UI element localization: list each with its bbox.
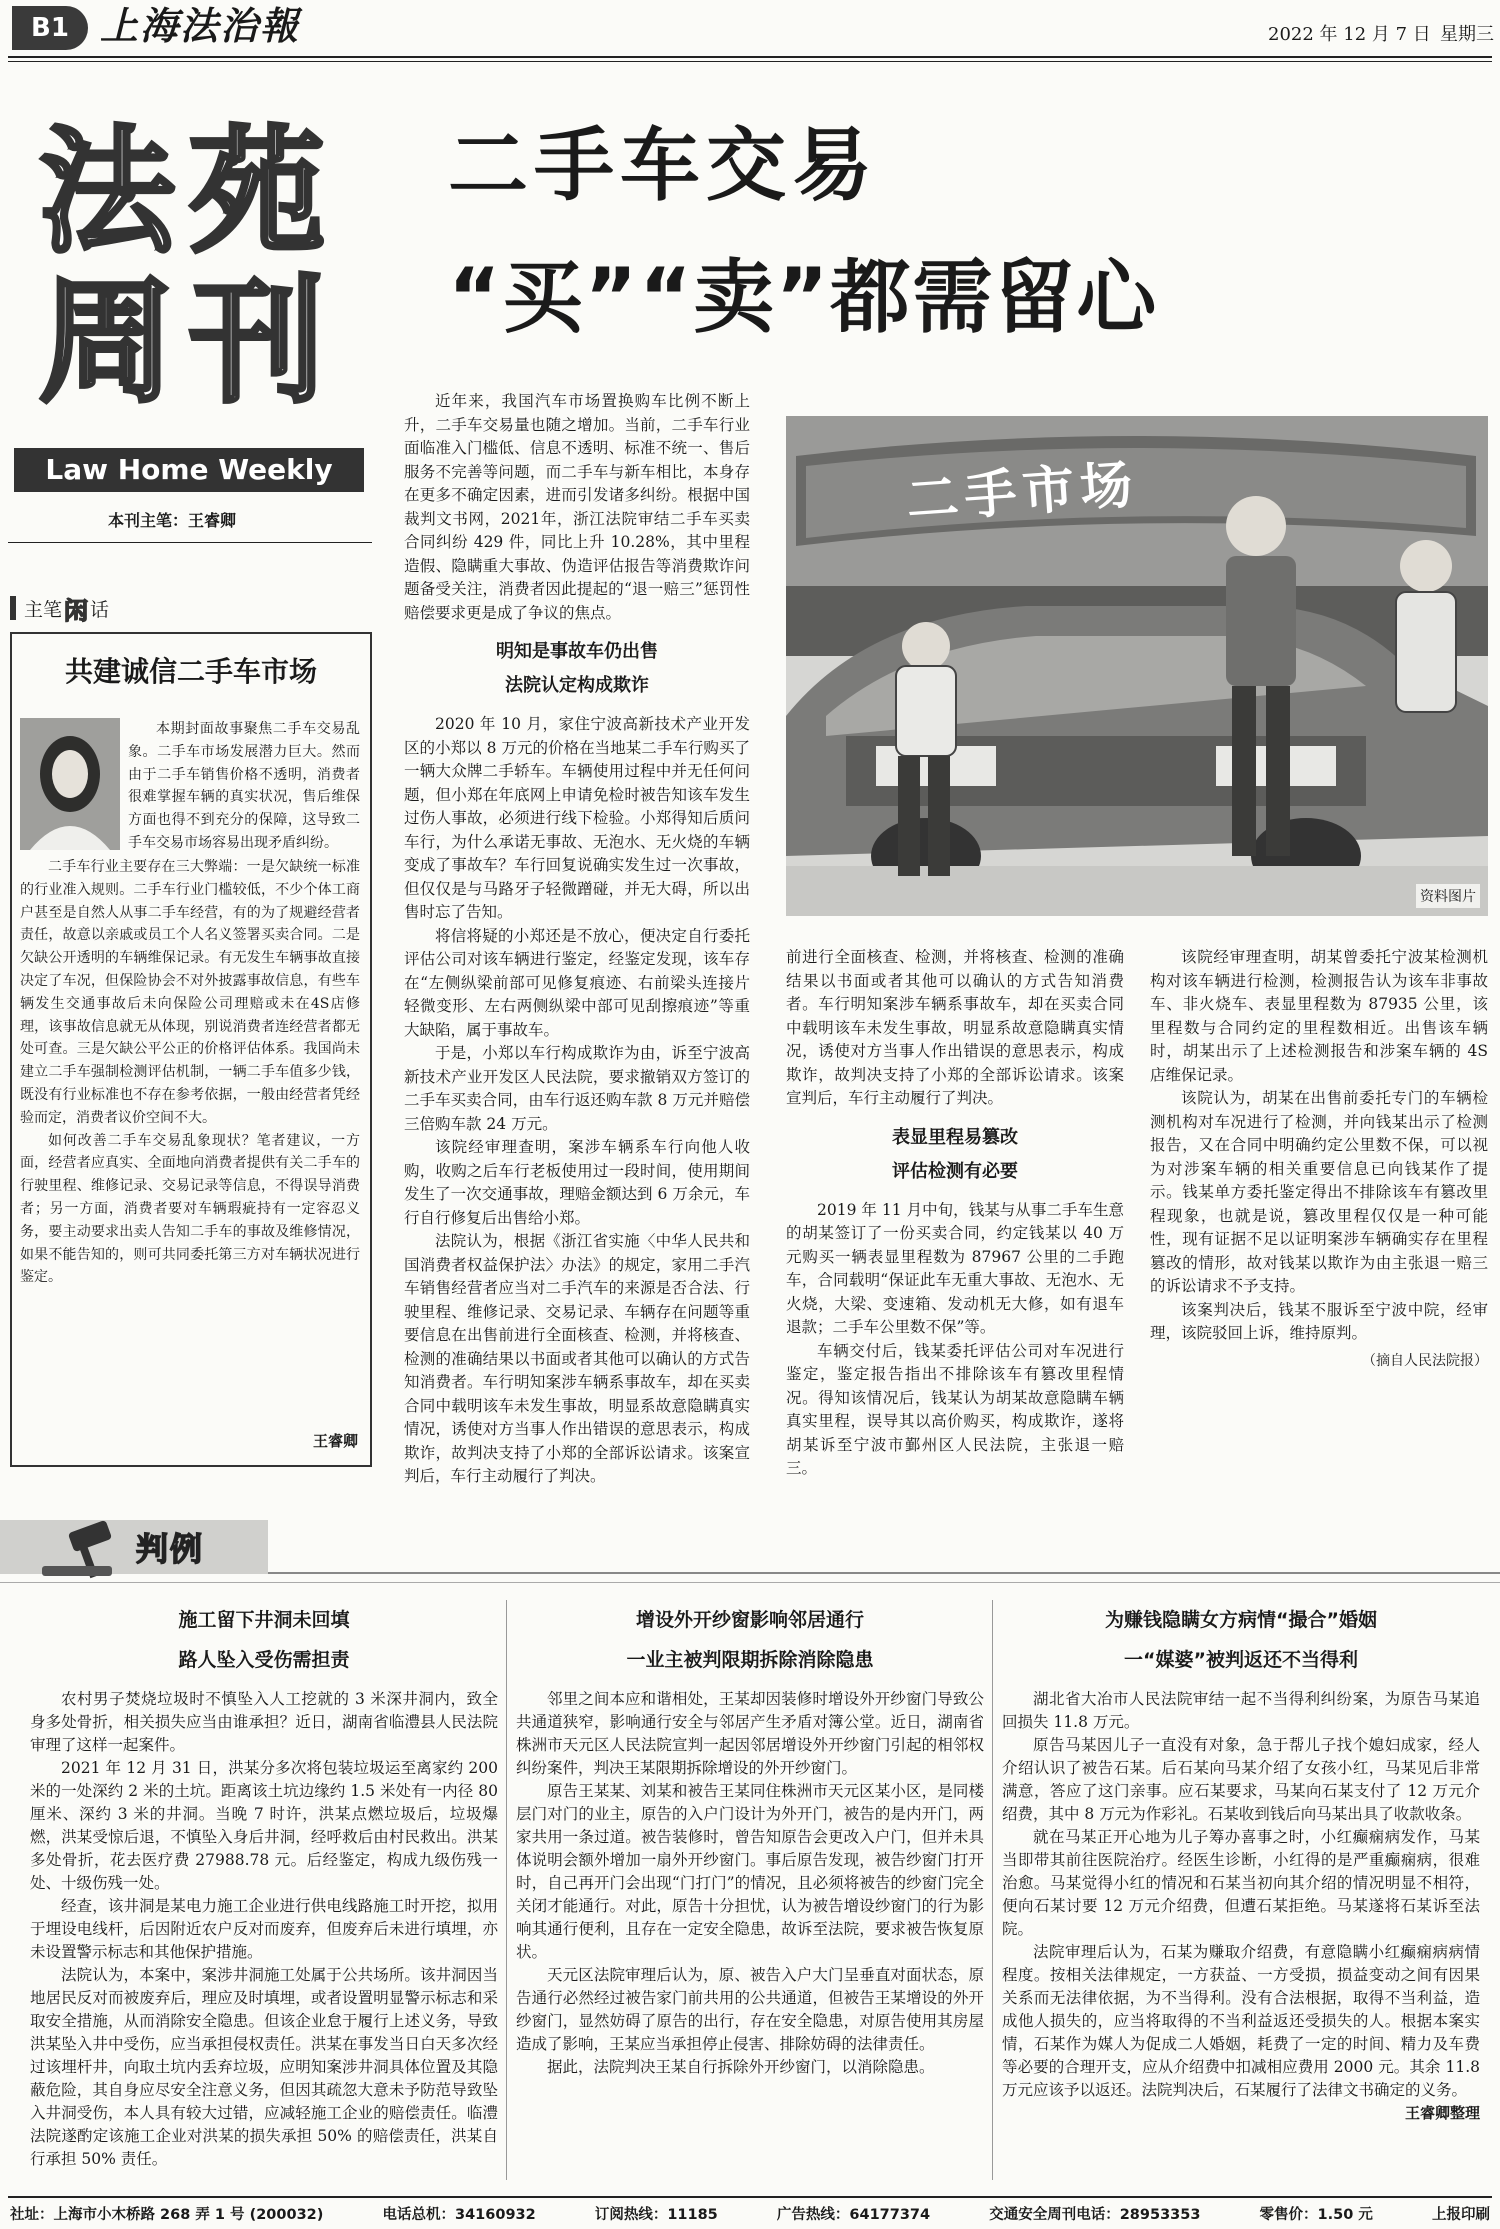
paper-name: 上海法治報	[100, 3, 301, 48]
article-para: 该院认为，胡某在出售前委托专门的车辆检测机构对车况进行了检测，并向钱某出示了检测报告，又在合同中明确约定公里数不保，可以视为对涉案车辆的相关重要信息已向钱某作了提示。钱某单方委托鉴定得出不排除该车有篡改里程现象，也就是说，篡改里程仅仅是一种可能性，现有证据不足以证明案涉车辆确实存在里程篡改的情形，故对钱某以欺诈为由主张退一赔三的诉讼请求不予支持。	[1150, 1089, 1488, 1295]
case-column-rule	[506, 1600, 507, 2180]
headline-line2: “买”“卖”都需留心	[448, 251, 1159, 344]
editorial-title: 共建诚信二手车市场	[64, 655, 317, 688]
footer-rule	[8, 2196, 1492, 2198]
case-banner-rule	[268, 1572, 1500, 1574]
logo-rule	[8, 542, 372, 543]
case-2-para: 据此，法院判决王某自行拆除外开纱窗门，以消除隐患。	[547, 2058, 935, 2076]
masthead	[0, 0, 1500, 54]
case-3-para: 湖北省大冶市人民法院审结一起不当得利纠纷案，为原告马某追回损失 11.8 万元。	[1002, 1690, 1480, 1731]
case-3	[1002, 1600, 1480, 2123]
case-1-para: 法院认为，本案中，案涉井洞施工处属于公共场所。该井洞因当地居民反对而被废弃后，理应及时填埋，或者设置明显警示标志和采取安全措施，从而消除安全隐患。但该企业怠于履行上述义务，导致洪某坠入井中受伤，应当承担侵权责任。洪某在事发当日白天多次经过该埋杆井，向取土坑内丢弃垃圾，应明知案涉井洞具体位置及其隐蔽危险，其自身应尽安全注意义务，但因其疏忽大意未予防范导致坠入井洞受伤，本人具有较大过错，应减轻施工企业的赔偿责任。临澧法院遂酌定该施工企业对洪某的损失承担 50% 的赔偿责任，洪某自行承担 50% 责任。	[30, 1966, 498, 2168]
editorial-box	[10, 632, 372, 1467]
tag-post: 话	[90, 599, 110, 621]
footer-printer: 上报印刷	[1431, 2207, 1490, 2223]
case-1-para: 农村男子焚烧垃圾时不慎坠入人工挖就的 3 米深井洞内，致全身多处骨折，相关损失应当由谁承担？近日，湖南省临澧县人民法院审理了这样一起案件。	[30, 1690, 498, 1754]
column-editor: 本刊主笔：王睿卿	[108, 511, 237, 530]
article-para: 法院认为，根据《浙江省实施〈中华人民共和国消费者权益保护法〉办法》的规定，家用二手汽车销售经营者应当对二手汽车的来源是否合法、行驶里程、维修记录、交易记录、车辆存在问题等重要信息在出售前进行全面核查、检测，并将核查、检测的准确结果以书面或者其他可以确认的方式告知消费者。车行明知案涉车辆系事故车，却在买卖合同中载明该车未发生事故，明显系故意隐瞒真实情况，诱使对方当事人作出错误的意思表示，构成欺诈，故判决支持了小郑的全部诉讼请求。该案宣判后，车行主动履行了判决。	[404, 1232, 750, 1485]
editorial-first-para: 本期封面故事聚焦二手车交易乱象。二手车市场发展潜力巨大。然而由于二手车销售价格不透明，消费者很难掌握车辆的真实状况，售后维保方面也得不到充分的保障，这导致二手车交易市场容易出现矛盾纠纷。	[128, 721, 360, 851]
article-source: （摘自人民法院报）	[1362, 1352, 1488, 1369]
case-section-banner	[0, 1514, 1500, 1580]
case-section-rule	[0, 1582, 1500, 1583]
case-2-title2: 一业主被判限期拆除消除隐患	[626, 1649, 874, 1671]
footer-switchboard: 电话总机：34160932	[382, 2207, 536, 2223]
article-col-3	[1150, 946, 1488, 1373]
case-2-para: 天元区法院审理后认为，原、被告入户大门呈垂直对面状态，原告通行必然经过被告家门前共用的公共通道，但被告王某增设的外开纱窗门，显然妨碍了原告的出行，存在安全隐患，对原告使用其房屋造成了影响，王某应当承担停止侵害、排除妨碍的法律责任。	[516, 1966, 984, 2053]
article-para: 该院经审理查明，案涉车辆系车行向他人收购，收购之后车行老板使用过一段时间，使用期间发生了一次交通事故，理赔金额达到 6 万余元，车行自行修复后出售给小郑。	[404, 1138, 750, 1227]
editorial-para: 二手车行业主要存在三大弊端：一是欠缺统一标准的行业准入规则。二手车行业门槛较低，不少个体工商户甚至是自然人从事二手车经营，有的为了规避经营者责任，故意以亲戚或员工个人名义签署买卖合同。二是欠缺公开透明的车辆维保记录。有无发生车辆事故直接决定了车况，但保险协会不对外披露事故信息，有些车辆发生交通事故后未向保险公司理赔或未在4S店修理，该事故信息就无从体现，别说消费者连经营者都无处可查。三是欠缺公平公正的价格评估体系。我国尚未建立二手车强制检测评估机制，一辆二手车值多少钱，既没有行业标准也不存在参考依据，一般由经营者凭经验而定，消费者议价空间不大。	[20, 859, 360, 1126]
article-para: 该院经审理查明，胡某曾委托宁波某检测机构对该车辆进行检测，检测报告认为该车非事故车、非火烧车、表显里程数为 87935 公里，该里程数与合同约定的里程数相近。出售该车辆时，胡某出示了上述检测报告和涉案车辆的 4S 店维保记录。	[1150, 948, 1488, 1084]
section1-head1: 明知是事故车仍出售	[496, 641, 658, 662]
article-para: 车辆交付后，钱某委托评估公司对车况进行鉴定，鉴定报告指出不排除该车有篡改里程情况。得知该情况后，钱某认为胡某故意隐瞒车辆真实里程，误导其以高价购买，构成欺诈，遂将胡某诉至宁波市鄞州区人民法院，主张退一赔三。	[786, 1341, 1124, 1477]
case-3-title1: 为赚钱隐瞒女方病情“撮合”婚姻	[1105, 1609, 1377, 1631]
footer-ad-hotline: 广告热线：64177374	[776, 2207, 931, 2223]
article-para: 2019 年 11 月中旬，钱某与从事二手车生意的胡某签订了一份买卖合同，约定钱某以 40 万元购买一辆表显里程数为 87967 公里的二手跑车，合同载明“保证此车无重大事故、无泡水、无火烧，大梁、变速箱、发动机无大修，如有退车退款；二手车公里数不保”等。	[786, 1200, 1124, 1336]
case-2-para: 原告王某某、刘某和被告王某同住株洲市天元区某小区，是同楼层门对门的业主，原告的入户门设计为外开门，被告的是内开门，两家共用一条过道。被告装修时，曾告知原告会更改入户门，但并未具体说明会额外增加一扇外开纱窗门。事后原告发现，被告纱窗门打开时，自己再开门会出现“门打门”的情况，且必须将被告的纱窗门完全关闭才能通行。对此，原告十分担忧，认为被告增设纱窗门的行为影响其通行便利，且存在一定安全隐患，故诉至法院，要求被告恢复原状。	[516, 1782, 984, 1961]
section1-head2: 法院认定构成欺诈	[505, 675, 649, 696]
footer-subscription: 订阅热线：11185	[594, 2207, 718, 2223]
case-1-para: 2021 年 12 月 31 日，洪某分多次将包装垃圾运至离家约 200 米的一处深约 2 米的土坑。距离该土坑边缘约 1.5 米处有一内径 80 厘米、深约 3 米的井洞。当晚 7 时许，洪某点燃垃圾后，垃圾爆燃，洪某受惊后退，不慎坠入身后井洞，经呼救后由村民救出。洪某多处骨折，花去医疗费 27988.78 元。后经鉴定，构成九级伤残一处、十级伤残一处。	[30, 1759, 498, 1892]
case-3-para: 原告马某因儿子一直没有对象，急于帮儿子找个媳妇成家，经人介绍认识了被告石某。后石某向马某介绍了女孩小红，马某见后非常满意，答应了这门亲事。应石某要求，马某向石某支付了 12 万元介绍费，其中 8 万元为作彩礼。石某收到钱后向马某出具了收款收条。	[1002, 1736, 1480, 1823]
case-3-para: 法院审理后认为，石某为赚取介绍费，有意隐瞒小红癫痫病病情程度。按相关法律规定，一方获益、一方受损，损益变动之间有因果关系而无法律依据，为不当得利。没有合法根据，取得不当利益，造成他人损失的，应当将取得的不当利益返还受损失的人。根据本案实情，石某作为媒人为促成二人婚姻，耗费了一定的时间、精力及车费等必要的合理开支，应从介绍费中扣减相应费用 2000 元。其余 11.8 万元应该予以返还。法院判决后，石某履行了法律文书确定的义务。	[1002, 1943, 1480, 2099]
case-2-title1: 增设外开纱窗影响邻居通行	[635, 1609, 864, 1631]
editorial-body	[20, 856, 360, 1289]
case-3-para: 就在马某正开心地为儿子筹办喜事之时，小红癫痫病发作，马某当即带其前往医院治疗。经医生诊断，小红得的是严重癫痫病，很难治愈。马某觉得小红的情况和石某当初向其介绍的情况明显不相符，便向石某讨要 12 万元介绍费，但遭石某拒绝。马某遂将石某诉至法院。	[1002, 1828, 1480, 1938]
issue-date: 2022 年 12 月 7 日	[1268, 24, 1431, 45]
article-para-continued: 前进行全面核查、检测，并将核查、检测的准确结果以书面或者其他可以确认的方式告知消费者。车行明知案涉车辆系事故车，却在买卖合同中载明该车未发生事故，明显系故意隐瞒真实情况，诱使对方当事人作出错误的意思表示，构成欺诈，故判决支持了小郑的全部诉讼请求。该案宣判后，车行主动履行了判决。	[786, 948, 1124, 1107]
market-banner-text: 二手市场	[904, 454, 1141, 532]
page-number: B1	[12, 6, 88, 50]
masthead-rule	[8, 56, 1492, 58]
article-para: 该案判决后，钱某不服诉至宁波中院，经审理，该院驳回上诉，维持原判。	[1150, 1300, 1488, 1342]
column-logo-line1: 法苑	[39, 114, 339, 272]
article-intro: 近年来，我国汽车市场置换购车比例不断上升，二手车交易量也随之增加。当前，二手车行业面临准入门槛低、信息不透明、标准不统一、售后服务不完善等问题，而二手车与新车相比，本身存在更多不确定因素，进而引发诸多纠纷。根据中国裁判文书网，2021年，浙江法院审结二手车买卖合同纠纷 429 件，同比上升 10.28%，其中里程造假、隐瞒重大事故、伪造评估报告等消费欺诈问题备受关注，消费者因此提起的“退一赔三”惩罚性赔偿要求更是成了争议的焦点。	[404, 392, 750, 622]
masthead-rule-thin	[8, 61, 1492, 62]
author-photo-image	[20, 718, 120, 850]
column-logo	[14, 114, 364, 494]
editorial-signature: 王睿卿	[312, 1432, 358, 1450]
illustration	[786, 416, 1488, 916]
case-3-title2: 一“媒婆”被判返还不当得利	[1124, 1649, 1358, 1671]
footer	[10, 2203, 1490, 2225]
article-col-1	[404, 390, 750, 1485]
headline-line1: 二手车交易	[448, 119, 878, 212]
case-1-title2: 路人坠入受伤需担责	[178, 1649, 350, 1671]
section2-head2: 评估检测有必要	[892, 1160, 1018, 1182]
column-logo-line2: 周刊	[39, 264, 339, 422]
footer-price: 零售价：1.50 元	[1259, 2207, 1373, 2223]
article-para: 于是，小郑以车行构成欺诈为由，诉至宁波高新技术产业开发区人民法院，要求撤销双方签订的二手车买卖合同，由车行返还购车款 8 万元并赔偿三倍购车款 24 万元。	[404, 1044, 750, 1133]
case-1-para: 经查，该井洞是某电力施工企业进行供电线路施工时开挖，拟用于埋设电线杆，后因附近农户反对而废弃，但废弃后未进行填埋，亦未设置警示标志和其他保护措施。	[30, 1897, 498, 1961]
article-para: 将信将疑的小郑还是不放心，便决定自行委托评估公司对该车辆进行鉴定，经鉴定发现，该车存在“左侧纵梁前部可见修复痕迹、右前梁头连接片轻微变形、左右两侧纵梁中部可见刮擦痕迹”等重大缺陷，属于事故车。	[404, 926, 750, 1039]
case-1	[30, 1600, 498, 2171]
issue-weekday: 星期三	[1440, 24, 1494, 45]
case-3-signature: 王睿卿整理	[1404, 2104, 1480, 2122]
tag-pre: 主笔	[24, 599, 63, 621]
footer-traffic: 交通安全周刊电话：28953353	[989, 2207, 1201, 2223]
editorial-para: 如何改善二手车交易乱象现状？笔者建议，一方面，经营者应真实、全面地向消费者提供有关二手车的行驶里程、维修记录、交易记录等信息，不得误导消费者；另一方面，消费者要对车辆瑕疵持有一定容忍义务，要主动要求出卖人告知二手车的事故及维修情况，如果不能告知的，则可共同委托第三方对车辆状况进行鉴定。	[20, 1132, 360, 1286]
case-2-para: 邻里之间本应和谐相处，王某却因装修时增设外开纱窗门导致公共通道狭窄，影响通行安全与邻居产生矛盾对簿公堂。近日，湖南省株洲市天元区人民法院宣判一起因邻居增设外开纱窗门引起的相邻权纠纷案件，判决王某限期拆除增设的外开纱窗门。	[516, 1690, 984, 1777]
editorial-tag	[10, 593, 250, 623]
case-section-label: 判例	[136, 1530, 205, 1568]
case-1-title1: 施工留下井洞未回填	[178, 1609, 350, 1631]
column-logo-english: Law Home Weekly	[14, 448, 364, 492]
footer-address: 社址：上海市小木桥路 268 弄 1 号 (200032)	[10, 2207, 324, 2223]
article-para: 2020 年 10 月，家住宁波高新技术产业开发区的小郑以 8 万元的价格在当地某二手车行购买了一辆大众牌二手轿车。车辆使用过程中并无任何问题，但小郑在年底网上申请免检时被告知该车发生过伤人事故，必须进行线下检验。小郑得知后质问车行，为什么承诺无事故、无泡水、无火烧的车辆变成了事故车？车行回复说确实发生过一次事故，但仅仅是与马路牙子轻微蹭碰，并无大碍，所以出售时忘了告知。	[404, 715, 750, 921]
case-column-rule	[992, 1600, 993, 2180]
tag-bar	[10, 596, 16, 620]
section2-head1: 表显里程易篡改	[892, 1126, 1018, 1148]
case-2	[516, 1600, 984, 2079]
photo-credit: 资料图片	[1416, 884, 1480, 908]
tag-mid: 闲	[64, 597, 88, 625]
author-photo	[20, 718, 120, 850]
article-col-2	[786, 946, 1124, 1477]
